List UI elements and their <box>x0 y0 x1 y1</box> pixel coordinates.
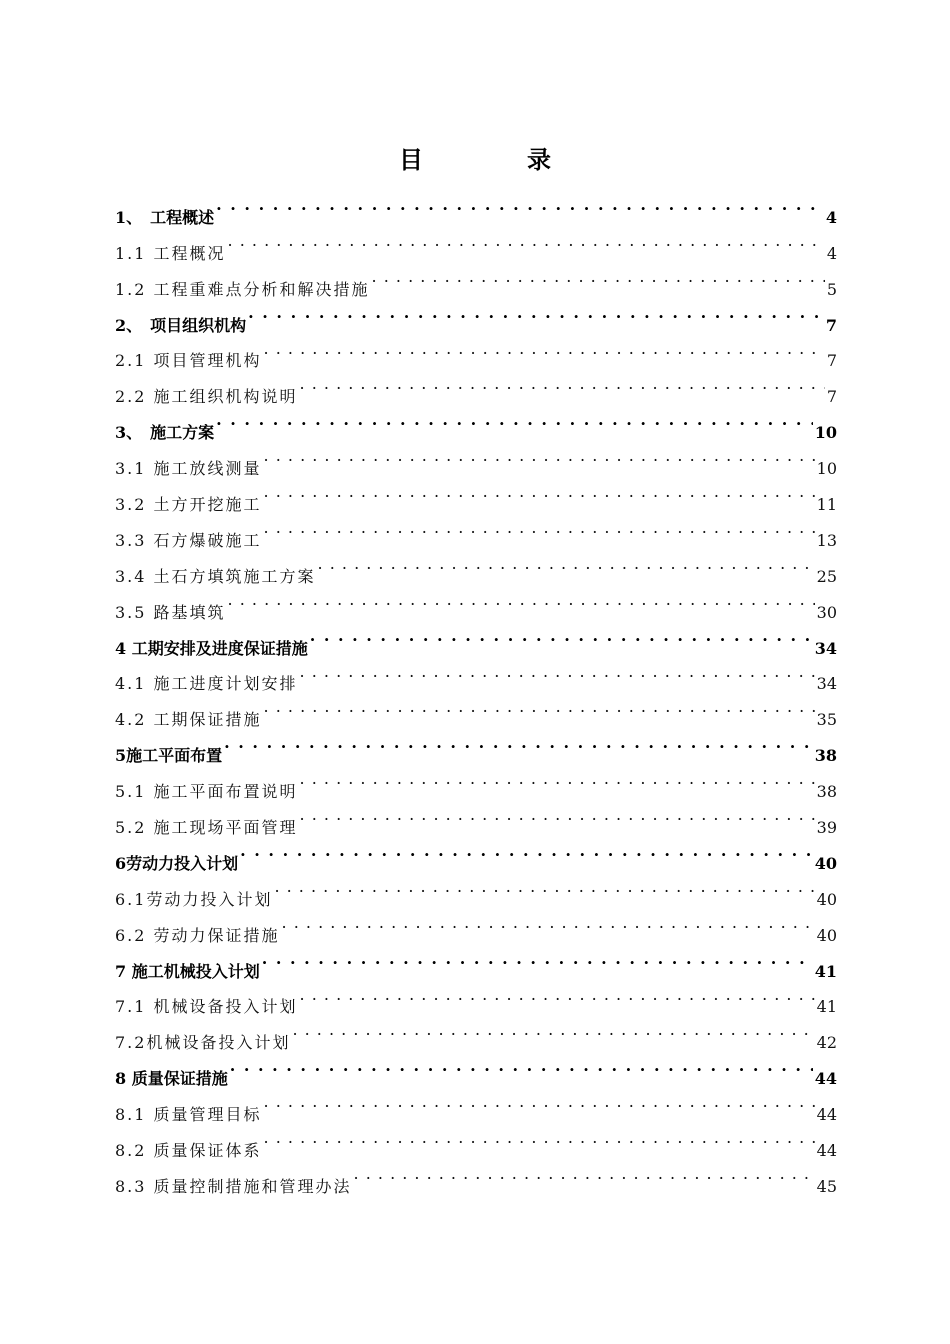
toc-entry-page-number: 44 <box>816 1105 837 1125</box>
toc-entry-page-number: 42 <box>816 1033 837 1053</box>
toc-entry-label: 8 质量保证措施 <box>115 1069 228 1089</box>
toc-entry-page-number: 5 <box>826 279 837 299</box>
toc-entry-label: 7 施工机械投入计划 <box>115 961 260 981</box>
toc-entry[interactable] <box>115 725 837 766</box>
toc-entry-page-number: 41 <box>814 961 837 981</box>
toc-entry-label: 6劳动力投入计划 <box>115 853 239 873</box>
toc-entry-page-number: 44 <box>816 1141 837 1161</box>
dot-leader <box>228 223 825 259</box>
toc-entry-page-number: 7 <box>825 315 837 335</box>
toc-entry-label: 6.1劳动力投入计划 <box>115 889 273 909</box>
page-title: 目 录 <box>399 145 591 174</box>
toc-entry-page-number: 38 <box>816 782 837 802</box>
dot-leader <box>224 725 813 761</box>
toc-entry-label: 3.3 石方爆破施工 <box>115 530 262 550</box>
toc-entry-page-number: 40 <box>816 889 837 909</box>
dot-leader <box>300 366 825 402</box>
toc-entry-label: 1.1 工程概况 <box>115 243 226 263</box>
toc-entry-label: 5.2 施工现场平面管理 <box>115 818 298 838</box>
dot-leader <box>300 977 815 1013</box>
toc-entry-page-number: 35 <box>816 710 837 730</box>
toc-entry-label: 3.5 路基填筑 <box>115 602 226 622</box>
toc-entry-page-number: 39 <box>816 818 837 838</box>
dot-leader <box>264 1120 815 1156</box>
toc-entry-label: 4.1 施工进度计划安排 <box>115 674 298 694</box>
dot-leader <box>264 438 815 474</box>
toc-entry-page-number: 40 <box>814 853 837 873</box>
toc-entry-page-number: 4 <box>826 243 837 263</box>
toc-entry-label: 6.2 劳动力保证措施 <box>115 925 280 945</box>
toc-entry-page-number: 34 <box>816 674 837 694</box>
toc-entry-page-number: 44 <box>814 1069 837 1089</box>
dot-leader <box>248 295 824 331</box>
toc-entry-page-number: 45 <box>816 1176 837 1196</box>
dot-leader <box>264 1084 815 1120</box>
toc-entry[interactable] <box>115 761 837 802</box>
dot-leader <box>318 546 815 582</box>
toc-entry-label: 2、 项目组织机构 <box>115 315 247 335</box>
toc-entry-label: 4 工期安排及进度保证措施 <box>115 638 308 658</box>
toc-entry-page-number: 13 <box>816 530 837 550</box>
toc-entry-page-number: 25 <box>816 566 837 586</box>
dot-leader <box>300 797 815 833</box>
dot-leader <box>292 1012 814 1048</box>
toc-entry-label: 5.1 施工平面布置说明 <box>115 782 298 802</box>
toc-entry-label: 8.3 质量控制措施和管理办法 <box>115 1176 352 1196</box>
toc-entry-label: 5施工平面布置 <box>115 746 223 766</box>
toc-entry-label: 8.2 质量保证体系 <box>115 1141 262 1161</box>
toc-entry-label: 7.1 机械设备投入计划 <box>115 997 298 1017</box>
toc-entry-page-number: 10 <box>816 459 837 479</box>
toc-entry-label: 2.1 项目管理机构 <box>115 351 262 371</box>
toc-entry-page-number: 38 <box>814 746 837 766</box>
toc-entry-label: 1、 工程概述 <box>115 207 215 227</box>
dot-leader <box>216 402 813 438</box>
toc-entry-label: 1.2 工程重难点分析和解决措施 <box>115 279 370 299</box>
toc-entry-page-number: 10 <box>814 423 837 443</box>
toc-entry-page-number: 4 <box>825 207 837 227</box>
toc-entry-page-number: 41 <box>816 997 837 1017</box>
dot-leader <box>240 833 813 869</box>
dot-leader <box>354 1156 815 1192</box>
toc-entry-page-number: 30 <box>816 602 837 622</box>
toc-entry-label: 4.2 工期保证措施 <box>115 710 262 730</box>
dot-leader <box>274 869 814 905</box>
dot-leader <box>264 331 825 367</box>
toc-entry-page-number: 11 <box>816 495 837 515</box>
dot-leader <box>264 474 815 510</box>
toc-entry[interactable] <box>115 438 837 479</box>
dot-leader <box>264 510 815 546</box>
toc-entry-page-number: 7 <box>826 351 837 371</box>
toc-entry[interactable] <box>115 187 837 227</box>
toc-entry-label: 2.2 施工组织机构说明 <box>115 387 298 407</box>
toc-entry-page-number: 34 <box>814 638 837 658</box>
toc-entry-label: 3.1 施工放线测量 <box>115 459 262 479</box>
toc-entry-label: 8.1 质量管理目标 <box>115 1105 262 1125</box>
toc-entry-label: 3.2 土方开挖施工 <box>115 495 262 515</box>
dot-leader <box>264 689 815 725</box>
dot-leader <box>372 259 825 295</box>
dot-leader <box>300 761 815 797</box>
dot-leader <box>262 941 813 977</box>
toc-entry-page-number: 40 <box>816 925 837 945</box>
toc-entry-label: 3、 施工方案 <box>115 423 215 443</box>
dot-leader <box>228 582 815 618</box>
toc-entry-label: 3.4 土石方填筑施工方案 <box>115 566 316 586</box>
dot-leader <box>310 618 813 654</box>
toc-entry-label: 7.2机械设备投入计划 <box>115 1033 291 1053</box>
table-of-contents <box>115 187 837 1196</box>
toc-entry[interactable] <box>115 402 837 443</box>
dot-leader <box>216 187 824 223</box>
dot-leader <box>282 905 815 941</box>
dot-leader <box>230 1048 813 1084</box>
toc-entry-page-number: 7 <box>826 387 837 407</box>
dot-leader <box>300 654 815 690</box>
toc-entry[interactable] <box>115 223 837 263</box>
